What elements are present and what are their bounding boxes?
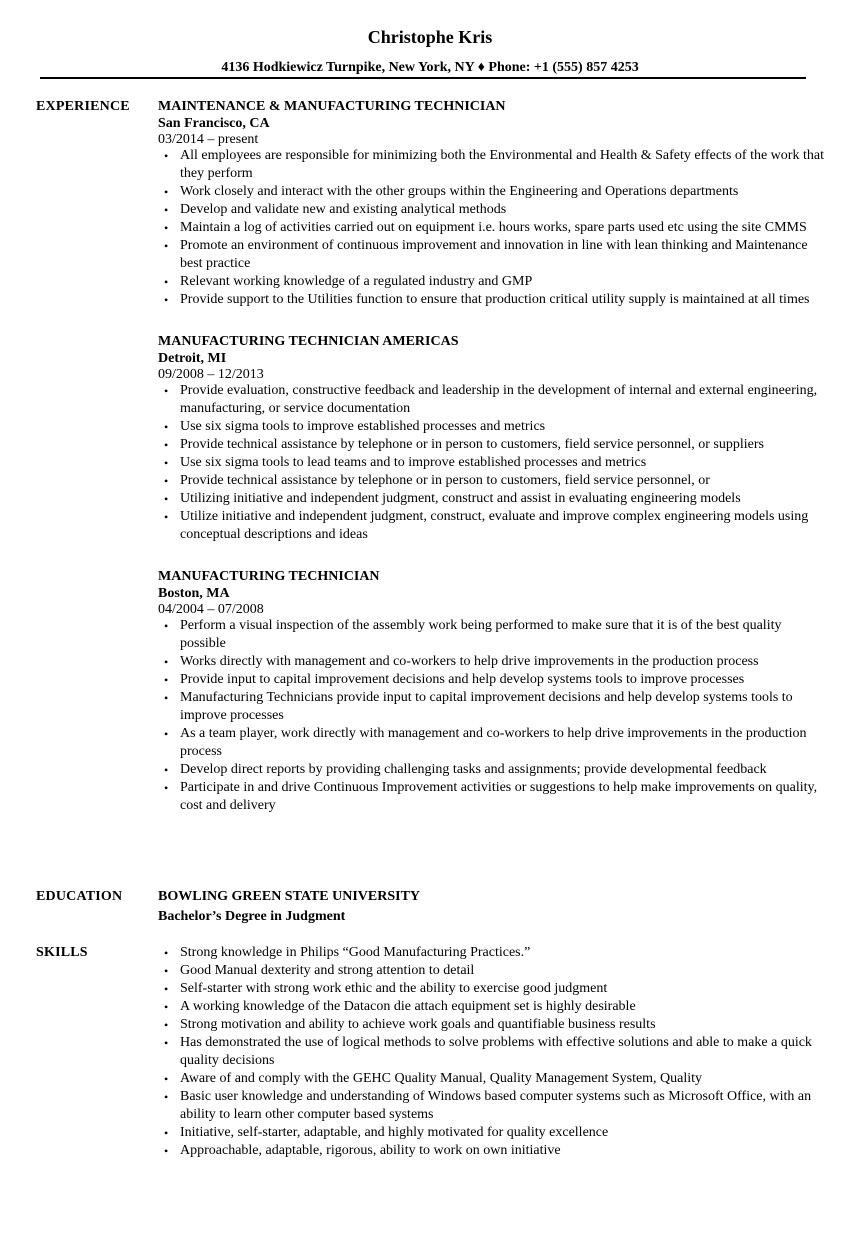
bullet-icon: • [164,727,169,741]
contact-line: 4136 Hodkiewicz Turnpike, New York, NY ♦ Phone: +1 (555) 857 4253 [221,60,639,75]
skill-item [158,998,826,1016]
bullet-icon: • [164,1072,169,1086]
job-bullet [158,147,826,183]
job-bullet [158,183,826,201]
job-bullet [158,436,826,454]
bullet-icon: • [164,185,169,199]
job-bullets [158,147,826,309]
skills-list [158,944,826,1160]
skill-item [158,1088,826,1124]
job-entry [158,333,826,544]
skill-item [158,1016,826,1034]
skill-item [158,980,826,998]
bullet-text: As a team player, work directly with management and co-workers to help drive improvements in the production process [180,726,807,759]
job-bullet [158,617,826,653]
job-entry [158,568,826,815]
bullet-icon: • [164,492,169,506]
skill-item [158,1142,826,1160]
bullet-text: Perform a visual inspection of the assembly work being performed to make sure that it is of the best quality possible [180,618,782,651]
header-divider [40,77,806,79]
bullet-icon: • [164,964,169,978]
skill-text: Basic user knowledge and understanding of Windows based computer systems such as Microsoft Office, with an ability to learn other computer based systems [180,1089,812,1122]
job-bullet [158,761,826,779]
bullet-icon: • [164,655,169,669]
education-body [158,888,826,928]
bullet-icon: • [164,982,169,996]
bullet-icon: • [164,1018,169,1032]
skill-text: Good Manual dexterity and strong attention to detail [180,963,475,978]
job-bullet [158,671,826,689]
bullet-text: Participate in and drive Continuous Improvement activities or suggestions to help make improvements on quality, cost and delivery [180,780,818,813]
bullet-icon: • [164,438,169,452]
skill-text: A working knowledge of the Datacon die attach equipment set is highly desirable [180,999,636,1014]
bullet-text: Relevant working knowledge of a regulated industry and GMP [180,274,533,289]
degree: Bachelor’s Degree in Judgment [158,909,346,924]
job-entry [158,98,826,309]
bullet-icon: • [164,384,169,398]
job-bullet [158,689,826,725]
bullet-icon: • [164,510,169,524]
job-bullet [158,237,826,273]
skill-text: Strong motivation and ability to achieve work goals and quantifiable business results [180,1017,656,1032]
bullet-icon: • [164,474,169,488]
job-bullet [158,779,826,815]
job-bullet [158,508,826,544]
job-bullet [158,201,826,219]
skill-item [158,1034,826,1070]
bullet-text: Provide support to the Utilities function to ensure that production critical utility supply is maintained at all times [180,292,810,307]
bullet-icon: • [164,149,169,163]
bullet-text: Utilize initiative and independent judgment, construct, evaluate and improve complex engineering models using conceptual descriptions and ideas [180,509,809,542]
job-bullets [158,617,826,815]
bullet-text: Provide technical assistance by telephone or in person to customers, field service personnel, or suppliers [180,437,764,452]
job-bullet [158,382,826,418]
job-bullet [158,725,826,761]
bullet-text: Promote an environment of continuous improvement and innovation in line with lean thinking and Maintenance best practice [180,238,808,271]
job-bullet [158,653,826,671]
section-label-experience: EXPERIENCE [36,99,130,114]
bullet-icon: • [164,781,169,795]
bullet-icon: • [164,293,169,307]
bullet-icon: • [164,221,169,235]
bullet-icon: • [164,673,169,687]
skill-item [158,1070,826,1088]
bullet-text: Utilizing initiative and independent judgment, construct and assist in evaluating engineering models [180,491,741,506]
bullet-text: Develop and validate new and existing analytical methods [180,202,507,217]
job-bullet [158,490,826,508]
experience-body [158,98,826,815]
bullet-icon: • [164,619,169,633]
bullet-icon: • [164,239,169,253]
bullet-icon: • [164,1000,169,1014]
skill-item [158,944,826,962]
job-dates: 03/2014 – present [158,132,259,147]
section-label-skills: SKILLS [36,945,88,960]
bullet-icon: • [164,203,169,217]
job-location: Boston, MA [158,586,230,601]
bullet-text: Develop direct reports by providing challenging tasks and assignments; provide developmental feedback [180,762,767,777]
bullet-icon: • [164,763,169,777]
bullet-text: All employees are responsible for minimizing both the Environmental and Health & Safety effects of the work that they perform [180,148,824,181]
job-bullet [158,454,826,472]
job-bullet [158,291,826,309]
skill-text: Aware of and comply with the GEHC Quality Manual, Quality Management System, Quality [180,1071,703,1086]
job-bullet [158,219,826,237]
skill-item [158,962,826,980]
bullet-icon: • [164,691,169,705]
bullet-text: Maintain a log of activities carried out on equipment i.e. hours works, spare parts used etc using the site CMMS [180,220,807,235]
bullet-icon: • [164,1036,169,1050]
skills-body [158,944,826,1160]
job-title: MAINTENANCE & MANUFACTURING TECHNICIAN [158,99,506,114]
job-bullets [158,382,826,544]
bullet-text: Use six sigma tools to lead teams and to improve established processes and metrics [180,455,647,470]
job-bullet [158,472,826,490]
bullet-icon: • [164,1144,169,1158]
job-dates: 04/2004 – 07/2008 [158,602,264,617]
skill-text: Self-starter with strong work ethic and the ability to exercise good judgment [180,981,608,996]
skill-text: Has demonstrated the use of logical methods to solve problems with effective solutions and able to make a quick quality decisions [180,1035,812,1068]
candidate-name: Christophe Kris [367,27,493,47]
bullet-icon: • [164,456,169,470]
section-label-education: EDUCATION [36,889,123,904]
bullet-icon: • [164,946,169,960]
bullet-icon: • [164,420,169,434]
bullet-text: Use six sigma tools to improve established processes and metrics [180,419,546,434]
bullet-icon: • [164,1126,169,1140]
job-dates: 09/2008 – 12/2013 [158,367,264,382]
job-bullet [158,418,826,436]
school-name: BOWLING GREEN STATE UNIVERSITY [158,889,421,904]
bullet-text: Works directly with management and co-workers to help drive improvements in the production process [180,654,759,669]
job-title: MANUFACTURING TECHNICIAN AMERICAS [158,334,459,349]
bullet-text: Provide technical assistance by telephone or in person to customers, field service personnel, or [180,473,710,488]
bullet-text: Provide input to capital improvement decisions and help develop systems tools to improve processes [180,672,745,687]
bullet-text: Work closely and interact with the other groups within the Engineering and Operations departments [180,184,739,199]
skill-text: Initiative, self-starter, adaptable, and highly motivated for quality excellence [180,1125,609,1140]
job-location: San Francisco, CA [158,116,270,131]
job-title: MANUFACTURING TECHNICIAN [158,569,380,584]
bullet-text: Provide evaluation, constructive feedback and leadership in the development of internal and external engineering, manufacturing, or service documentation [180,383,818,416]
bullet-icon: • [164,1090,169,1104]
skill-item [158,1124,826,1142]
bullet-icon: • [164,275,169,289]
skill-text: Approachable, adaptable, rigorous, ability to work on own initiative [180,1143,561,1158]
bullet-text: Manufacturing Technicians provide input to capital improvement decisions and help develop systems tools to improve processes [180,690,793,723]
skill-text: Strong knowledge in Philips “Good Manufacturing Practices.” [180,945,531,960]
job-location: Detroit, MI [158,351,227,366]
job-bullet [158,273,826,291]
